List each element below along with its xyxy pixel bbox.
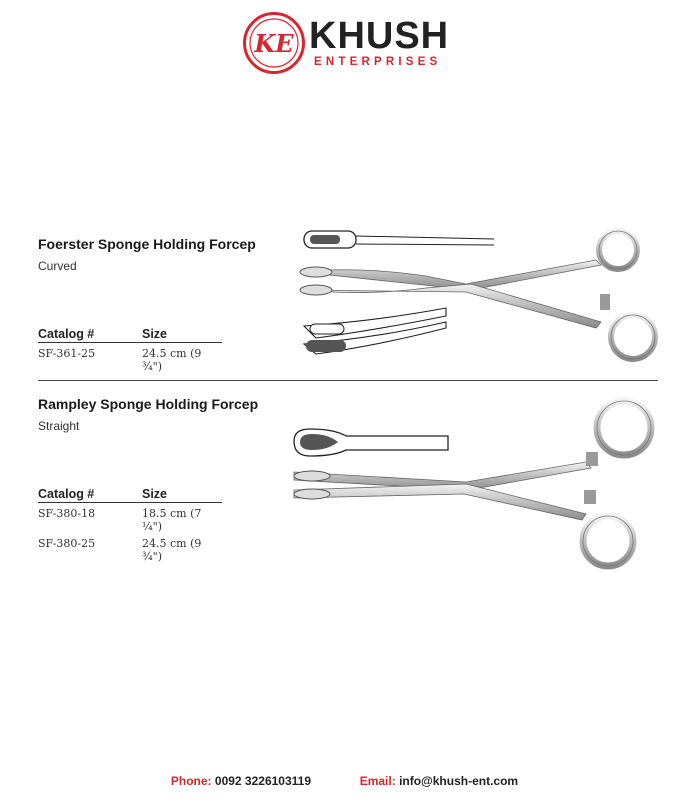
size-value: 18.5 cm (7 ¼") (142, 507, 202, 533)
product-title: Foerster Sponge Holding Forcep (38, 236, 256, 252)
spec-header (38, 327, 222, 343)
email-label: Email: (359, 774, 396, 788)
product-subtitle: Straight (38, 419, 80, 433)
catalog-header: Catalog # (38, 487, 95, 501)
phone-number[interactable]: 0092 3226103119 (214, 774, 312, 788)
brand-subtitle: ENTERPRISES (314, 56, 442, 68)
size-value: 24.5 cm (9 ¾") (142, 537, 202, 563)
spec-table-rampley (38, 487, 222, 563)
table-row (38, 507, 222, 533)
table-row (38, 347, 222, 373)
size-header: Size (142, 327, 168, 341)
catalog-number: SF-380-25 (38, 537, 96, 550)
brand-name: KHUSH (309, 15, 450, 57)
table-row (38, 537, 222, 563)
product-subtitle: Curved (38, 259, 77, 273)
brand-logo (243, 12, 453, 78)
product-rampley (38, 396, 278, 433)
ke-monogram-icon (246, 15, 302, 71)
rampley-forcep-image (286, 396, 666, 576)
spec-table-foerster (38, 327, 222, 373)
product-foerster (38, 236, 278, 273)
catalog-number: SF-361-25 (38, 347, 96, 360)
size-value: 24.5 cm (9 ¾") (142, 347, 202, 373)
section-divider (38, 380, 658, 381)
foerster-forcep-image (296, 226, 661, 366)
logo-emblem (243, 12, 305, 74)
email-address[interactable]: info@khush-ent.com (399, 774, 519, 788)
size-header: Size (142, 487, 168, 501)
product-title: Rampley Sponge Holding Forcep (38, 396, 259, 412)
catalog-number: SF-380-18 (38, 507, 96, 520)
svg-text:KE: KE (254, 29, 294, 58)
phone-label: Phone: (170, 774, 212, 788)
contact-footer (0, 774, 689, 788)
catalog-header: Catalog # (38, 327, 95, 341)
spec-header (38, 487, 222, 503)
